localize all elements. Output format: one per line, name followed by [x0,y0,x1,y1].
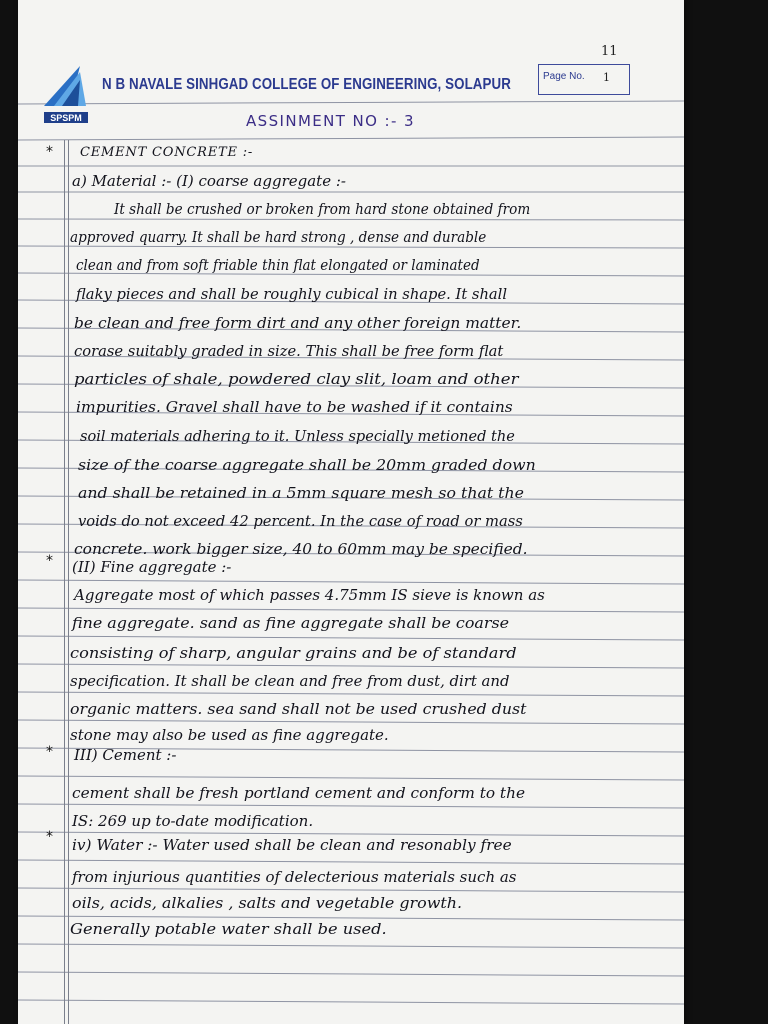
college-logo-icon [40,62,92,132]
text-line: clean and from soft friable thin flat elongated or laminated [76,256,480,274]
page-number-value: 1 [603,71,610,84]
text-line: approved quarry. It shall be hard strong , dense and durable [70,228,487,246]
page-mark: 11 [601,44,618,59]
text-line: impurities. Gravel shall have to be washed if it contains [76,398,513,416]
text-line: voids do not exceed 42 percent. In the case of road or mass [78,512,523,530]
bullet-2: * [46,553,53,569]
text-line: size of the coarse aggregate shall be 20mm graded down [78,456,536,474]
text-line: (II) Fine aggregate :- [72,558,232,576]
text-line: flaky pieces and shall be roughly cubical in shape. It shall [76,285,508,303]
bullet-1: * [46,144,53,160]
text-line: organic matters. sea sand shall not be used crushed dust [70,700,527,718]
text-line: stone may also be used as fine aggregate. [70,726,389,744]
text-line: be clean and free form dirt and any other foreign matter. [74,314,522,332]
assignment-title: ASSINMENT NO :- 3 [246,112,415,130]
text-line: and shall be retained in a 5mm square mesh so that the [78,484,524,502]
text-line: consisting of sharp, angular grains and be of standard [70,644,517,662]
logo-text: SPSPM [50,113,82,123]
page-number-box [538,64,630,95]
text-line: Generally potable water shall be used. [70,920,387,938]
text-line: iv) Water :- Water used shall be clean and resonably free [72,836,512,854]
bullet-4: * [46,829,53,845]
text-line: Aggregate most of which passes 4.75mm IS sieve is known as [74,586,545,604]
margin-line [64,140,65,1024]
text-line: corase suitably graded in size. This shall be free form flat [74,342,504,360]
text-line: fine aggregate. sand as fine aggregate shall be coarse [72,614,510,632]
notebook-page [18,0,684,1024]
text-line: cement shall be fresh portland cement and conform to the [72,784,526,802]
text-line: from injurious quantities of delecterious materials such as [72,868,517,886]
text-line: oils, acids, alkalies , salts and vegetable growth. [72,894,463,912]
text-line: a) Material :- (I) coarse aggregate :- [72,172,346,190]
page-number-label: Page No. [543,71,585,82]
bullet-3: * [46,744,53,760]
text-line: It shall be crushed or broken from hard stone obtained from [114,200,531,218]
margin-line-inner [68,140,69,1024]
college-name: N B NAVALE SINHGAD COLLEGE OF ENGINEERING, SOLAPUR [102,76,511,93]
text-line: concrete. work bigger size, 40 to 60mm may be specified. [74,540,528,558]
text-line: specification. It shall be clean and free from dust, dirt and [70,672,510,690]
text-line: CEMENT CONCRETE :- [80,145,254,160]
text-line: soil materials adhering to it. Unless specially metioned the [80,427,515,445]
text-line: IS: 269 up to-date modification. [72,812,314,830]
text-line: III) Cement :- [74,746,177,764]
text-line: particles of shale, powdered clay slit, loam and other [74,370,519,388]
